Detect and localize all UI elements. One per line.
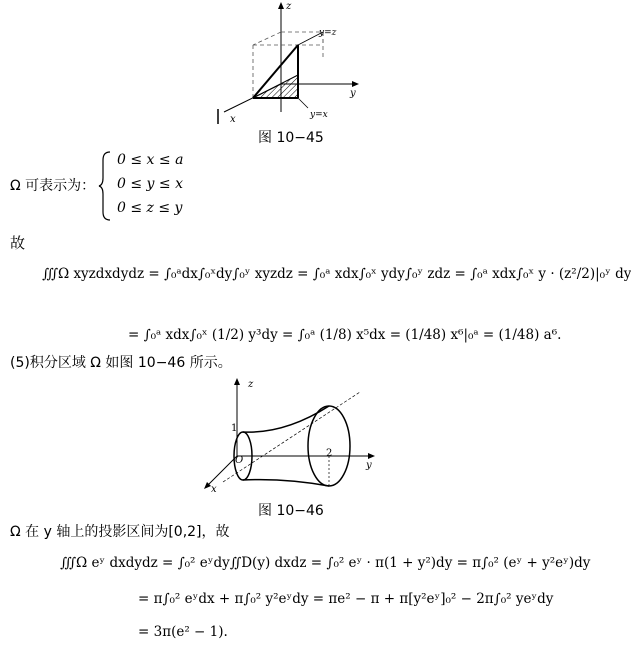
plane-yx-line	[298, 98, 308, 108]
omega-condition-3: 0 ≤ z ≤ y	[117, 200, 183, 216]
figure-10-45	[205, 0, 375, 126]
y-axis-label: y	[366, 460, 372, 471]
equation-2-line-3: = 3π(e² − 1).	[138, 624, 228, 640]
diagonal-line	[223, 392, 360, 482]
plane-yx-label: y=x	[310, 110, 328, 120]
z-axis-arrow	[234, 378, 240, 385]
gu-label: 故	[10, 234, 26, 252]
x-axis-label: x	[230, 114, 236, 125]
figure-10-45-caption: 图 10−45	[258, 130, 324, 146]
omega-intro: Ω 可表示为：	[10, 178, 96, 194]
projection-statement: Ω 在 y 轴上的投影区间为[0,2]，故	[10, 524, 230, 540]
figure-10-46-caption: 图 10−46	[258, 503, 324, 519]
plane-yz-label: y=z	[319, 28, 337, 38]
tick-label-2: 2	[326, 448, 333, 459]
z-axis-label: z	[248, 379, 254, 390]
y-axis-arrow	[368, 453, 375, 459]
y-axis-arrow	[352, 81, 359, 87]
origin-label: O	[235, 455, 244, 466]
z-axis-arrow	[278, 2, 284, 9]
x-axis	[207, 456, 237, 486]
tick-label-1: 1	[231, 423, 238, 434]
z-axis-label: z	[286, 1, 292, 12]
omega-condition-2: 0 ≤ y ≤ x	[117, 176, 183, 192]
y-axis-label: y	[350, 88, 356, 99]
figure-10-46	[195, 374, 385, 498]
equation-1-line-1: ∭Ω xyzdxdydz = ∫₀ᵃdx∫₀ˣdy∫₀ʸ xyzdz = ∫₀ᵃ xdx∫₀ˣ ydy∫₀ʸ zdz = ∫₀ᵃ xdx∫₀ˣ y · (z²/2)|₀ʸ dy	[42, 266, 631, 282]
omega-condition-1: 0 ≤ x ≤ a	[117, 152, 184, 168]
part-5-heading: (5)积分区域 Ω 如图 10−46 所示。	[10, 355, 232, 371]
left-brace	[98, 150, 112, 222]
hatched-base-region	[253, 75, 298, 98]
upper-profile-curve	[243, 406, 329, 432]
lower-profile-curve	[243, 480, 329, 486]
equation-2-line-1: ∭Ω eʸ dxdydz = ∫₀² eʸdy∬D(y) dxdz = ∫₀² eʸ · π(1 + y²)dy = π∫₀² (eʸ + y²eʸ)dy	[60, 555, 591, 571]
equation-1-line-2: = ∫₀ᵃ xdx∫₀ˣ (1/2) y³dy = ∫₀ᵃ (1/8) x⁵dx = (1/48) x⁶|₀ᵃ = (1/48) a⁶.	[128, 327, 562, 343]
equation-2-line-2: = π∫₀² eʸdx + π∫₀² y²eʸdy = πe² − π + π[y²eʸ]₀² − 2π∫₀² yeʸdy	[138, 591, 554, 607]
x-axis-label: x	[211, 484, 217, 495]
